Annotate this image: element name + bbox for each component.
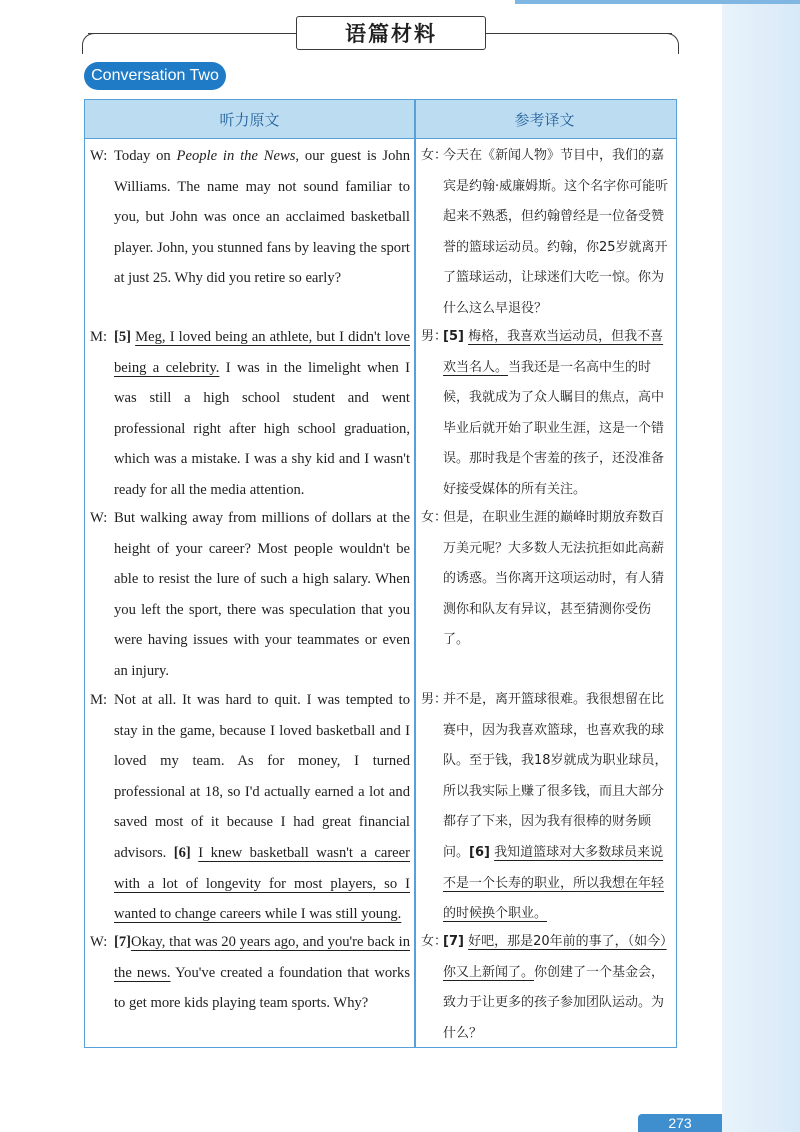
english-turn (90, 503, 410, 687)
page-edge-top-bar (515, 0, 800, 4)
english-text: But walking away from millions of dollars at the height of your career? Most people wouldn't be able to resist the lure of such a high salary. When you left the sport, there was speculation that you were having issues with your teammates or even an injury. (114, 510, 410, 679)
chinese-turn (421, 503, 673, 656)
header-rule-left (88, 33, 296, 34)
speaker-label: 女： (421, 934, 448, 949)
chinese-turn (421, 322, 673, 506)
header-original-text: 听力原文 (219, 110, 280, 129)
english-text: Today on People in the News, our guest is John Williams. The name may not sound familiar to you, but John was once an acclaimed basketball player. John, you stunned fans by leaving the sport at just 25. Why did you retire so early? (114, 148, 410, 287)
speaker-label: W: (90, 510, 108, 526)
speaker-label: W: (90, 934, 108, 950)
page-number: 273 (638, 1114, 722, 1132)
english-turn (90, 322, 410, 506)
chinese-text: 但是，在职业生涯的巅峰时期放弃数百万美元呢？大多数人无法抗拒如此高薪的诱惑。当你离开这项运动时，有人猜测你和队友有异议，甚至猜测你受伤了。 (443, 510, 665, 648)
chinese-text: 今天在《新闻人物》节目中，我们的嘉宾是约翰·威廉姆斯。这个名字你可能听起来不熟悉，但约翰曾经是一位备受赞誉的篮球运动员。约翰，你25岁就离开了篮球运动，让球迷们大吃一惊。你为什么这么早退役？ (443, 148, 669, 316)
chinese-turn (421, 685, 673, 930)
table-header (85, 100, 676, 139)
chinese-turn (421, 141, 673, 325)
section-title: 语篇材料 (296, 16, 486, 50)
chinese-text: [5] 梅格，我喜欢当运动员，但我不喜欢当名人。当我还是一名高中生的时候，我就成为了众人瞩目的焦点，高中毕业后就开始了职业生涯，这是一个错误。那时我是个害羞的孩子，还没准备好接受媒体的所有关注。 (443, 329, 665, 497)
english-turn (90, 927, 410, 1019)
speaker-label: M: (90, 692, 108, 708)
speaker-label: 男： (421, 329, 448, 344)
conversation-label: Conversation Two (84, 62, 226, 90)
english-text: Not at all. It was hard to quit. I was tempted to stay in the game, because I loved basketball and I loved my team. As for money, I turned professional at 18, so I'd actually earned a lot and saved most of it because I had great financial advisors. [6] I knew basketball wasn't a career with a lot of longevity for most players, so I wanted to change careers while I was still young. (114, 692, 410, 923)
header-rule-right (486, 33, 672, 34)
transcript-table (84, 99, 677, 1048)
header-translation: 参考译文 (514, 110, 575, 129)
header-bracket-right (666, 33, 679, 54)
english-text: [7]Okay, that was 20 years ago, and you're back in the news. You've created a foundation that works to get more kids playing team sports. Why? (114, 934, 410, 1012)
english-text: [5] Meg, I loved being an athlete, but I didn't love being a celebrity. I was in the limelight when I was still a high school student and went professional right after high school graduation, which was a mistake. I was a shy kid and I wasn't ready for all the media attention. (114, 329, 410, 498)
chinese-text: [7] 好吧，那是20年前的事了，（如今）你又上新闻了。你创建了一个基金会，致力于让更多的孩子参加团队运动。为什么？ (443, 934, 667, 1041)
english-turn (90, 141, 410, 294)
speaker-label: 男： (421, 692, 448, 707)
speaker-label: M: (90, 329, 108, 345)
column-divider (414, 100, 416, 1047)
speaker-label: 女： (421, 510, 448, 525)
english-turn (90, 685, 410, 930)
page-edge-strip (722, 0, 800, 1132)
chinese-text: 并不是，离开篮球很难。我很想留在比赛中，因为我喜欢篮球，也喜欢我的球队。至于钱，我18岁就成为职业球员，所以我实际上赚了很多钱，而且大部分都存了下来，因为我有很棒的财务顾问。[6] 我知道篮球对大多数球员来说不是一个长寿的职业，所以我想在年轻的时候换个职业。 (443, 692, 668, 922)
speaker-label: W: (90, 148, 108, 164)
header-bracket-left (82, 33, 95, 54)
speaker-label: 女： (421, 148, 448, 163)
chinese-turn (421, 927, 673, 1049)
